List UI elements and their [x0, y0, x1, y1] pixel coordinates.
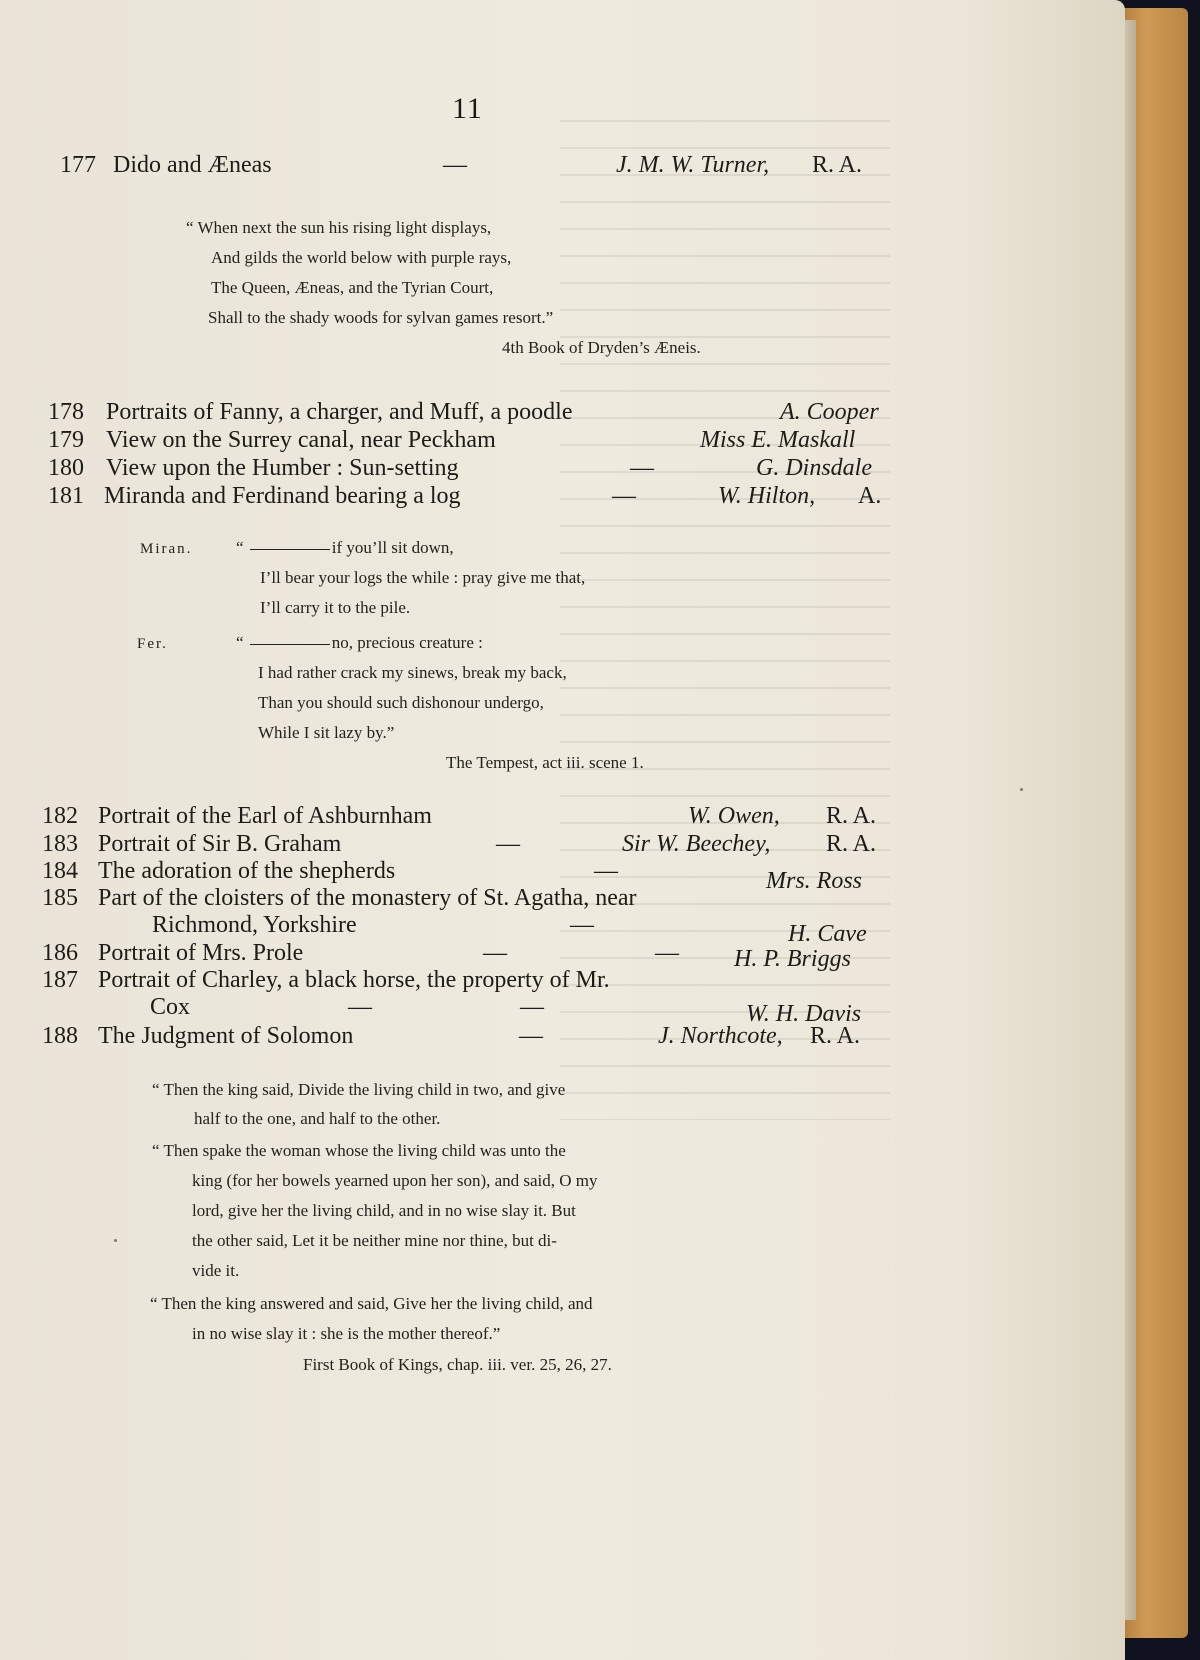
entry-artist: Miss E. Maskall	[700, 427, 856, 453]
entry-artist: W. Owen,	[688, 803, 780, 829]
quote-line: Than you should such dishonour undergo,	[258, 693, 544, 712]
quote-line: the other said, Let it be neither mine nor thine, but di-	[192, 1231, 557, 1250]
entry-number: 185	[42, 885, 78, 911]
entry-title: Portrait of Mrs. Prole	[98, 940, 304, 966]
entry-title: Portrait of Sir B. Graham	[98, 831, 342, 857]
entry-title: The adoration of the shepherds	[98, 858, 396, 884]
entry-artist: J. Northcote,	[658, 1023, 783, 1049]
entry-dash: —	[570, 912, 594, 938]
quote-line: And gilds the world below with purple rays,	[211, 248, 512, 267]
quote-line: “ Then the king said, Divide the living child in two, and give	[152, 1080, 566, 1099]
quote-line: lord, give her the living child, and in no wise slay it. But	[192, 1201, 576, 1220]
entry-title: View upon the Humber : Sun-setting	[106, 455, 459, 481]
entry-suffix: R. A.	[826, 831, 877, 857]
entry-number: 184	[42, 858, 78, 884]
quote-line: I’ll carry it to the pile.	[260, 598, 411, 617]
quote-line: “ Then spake the woman whose the living child was unto the	[152, 1141, 566, 1160]
quote-line: half to the one, and half to the other.	[194, 1109, 441, 1128]
quote-line: I had rather crack my sinews, break my back,	[258, 663, 567, 682]
entry-number: 187	[42, 967, 78, 993]
entry-number: 186	[42, 940, 78, 966]
entry-number: 178	[48, 399, 84, 425]
entry-title-line-1: Portrait of Charley, a black horse, the property of Mr.	[98, 967, 610, 993]
quote-line	[236, 633, 483, 653]
entry-dash: —	[483, 940, 507, 966]
speaker-miranda: Miran.	[140, 541, 193, 557]
quote-first-line: if you’ll sit down,	[331, 538, 454, 557]
entry-dash: —	[443, 152, 467, 178]
entry-dash: —	[594, 858, 618, 884]
entry-suffix: R. A.	[826, 803, 877, 829]
open-quote: “	[236, 538, 244, 557]
entry-title: Dido and Æneas	[113, 152, 272, 178]
entry-number: 188	[42, 1023, 78, 1049]
entry-title-line-2: Cox	[150, 994, 191, 1020]
entry-artist: Mrs. Ross	[766, 868, 863, 894]
entry-artist: H. Cave	[788, 921, 867, 947]
entry-number: 179	[48, 427, 84, 453]
entry-dash: —	[655, 940, 679, 966]
quote-line: Shall to the shady woods for sylvan games resort.”	[208, 308, 554, 327]
entry-title: Miranda and Ferdinand bearing a log	[104, 483, 461, 509]
entry-artist: G. Dinsdale	[756, 455, 872, 481]
entry-number: 180	[48, 455, 84, 481]
quote-first-line: no, precious creature :	[331, 633, 483, 652]
entry-number: 182	[42, 803, 78, 829]
entry-suffix: A.	[858, 483, 882, 509]
entry-title-line-1: Part of the cloisters of the monastery of St. Agatha, near	[98, 885, 637, 911]
entry-dash: —	[630, 455, 654, 481]
entry-artist: W. Hilton,	[718, 483, 816, 509]
entry-title: View on the Surrey canal, near Peckham	[106, 427, 496, 453]
quote-line: I’ll bear your logs the while : pray give me that,	[260, 568, 586, 587]
entry-number: 177	[60, 152, 96, 178]
speaker-ferdinand: Fer.	[137, 636, 168, 652]
entry-dash: —	[612, 483, 636, 509]
quote-line: in no wise slay it : she is the mother thereof.”	[192, 1324, 501, 1343]
entry-artist: W. H. Davis	[746, 1001, 862, 1027]
entry-dash: —	[520, 994, 544, 1020]
elision-rule	[250, 549, 330, 550]
entry-dash: —	[348, 994, 372, 1020]
entry-artist: A. Cooper	[780, 399, 879, 425]
entry-title: The Judgment of Solomon	[98, 1023, 354, 1049]
quote-line: The Queen, Æneas, and the Tyrian Court,	[211, 278, 494, 297]
entry-title: Portrait of the Earl of Ashburnham	[98, 803, 432, 829]
quote-source: 4th Book of Dryden’s Æneis.	[502, 338, 701, 357]
entry-dash: —	[519, 1023, 543, 1049]
quote-line: “ When next the sun his rising light displays,	[186, 218, 492, 237]
quote-line: While I sit lazy by.”	[258, 723, 395, 742]
entry-suffix: R. A.	[812, 152, 863, 178]
open-quote: “	[236, 633, 244, 652]
entry-title: Portraits of Fanny, a charger, and Muff, a poodle	[106, 399, 573, 425]
entry-dash: —	[496, 831, 520, 857]
entry-title-line-2: Richmond, Yorkshire	[152, 912, 357, 938]
entry-number: 183	[42, 831, 78, 857]
entry-suffix: R. A.	[810, 1023, 861, 1049]
entry-artist: J. M. W. Turner,	[616, 152, 770, 178]
quote-line: “ Then the king answered and said, Give her the living child, and	[150, 1294, 593, 1313]
elision-rule	[250, 644, 330, 645]
quote-line: king (for her bowels yearned upon her son), and said, O my	[192, 1171, 598, 1190]
paper-blemish	[114, 1239, 117, 1242]
quote-line: vide it.	[192, 1261, 240, 1280]
quote-source: The Tempest, act iii. scene 1.	[446, 753, 644, 772]
page-number: 11	[452, 92, 483, 125]
entry-number: 181	[48, 483, 84, 509]
entry-artist: Sir W. Beechey,	[622, 831, 771, 857]
quote-line	[236, 538, 454, 558]
quote-source: First Book of Kings, chap. iii. ver. 25, 26, 27.	[303, 1355, 612, 1374]
entry-artist: H. P. Briggs	[734, 946, 851, 972]
paper-blemish	[1020, 788, 1023, 791]
